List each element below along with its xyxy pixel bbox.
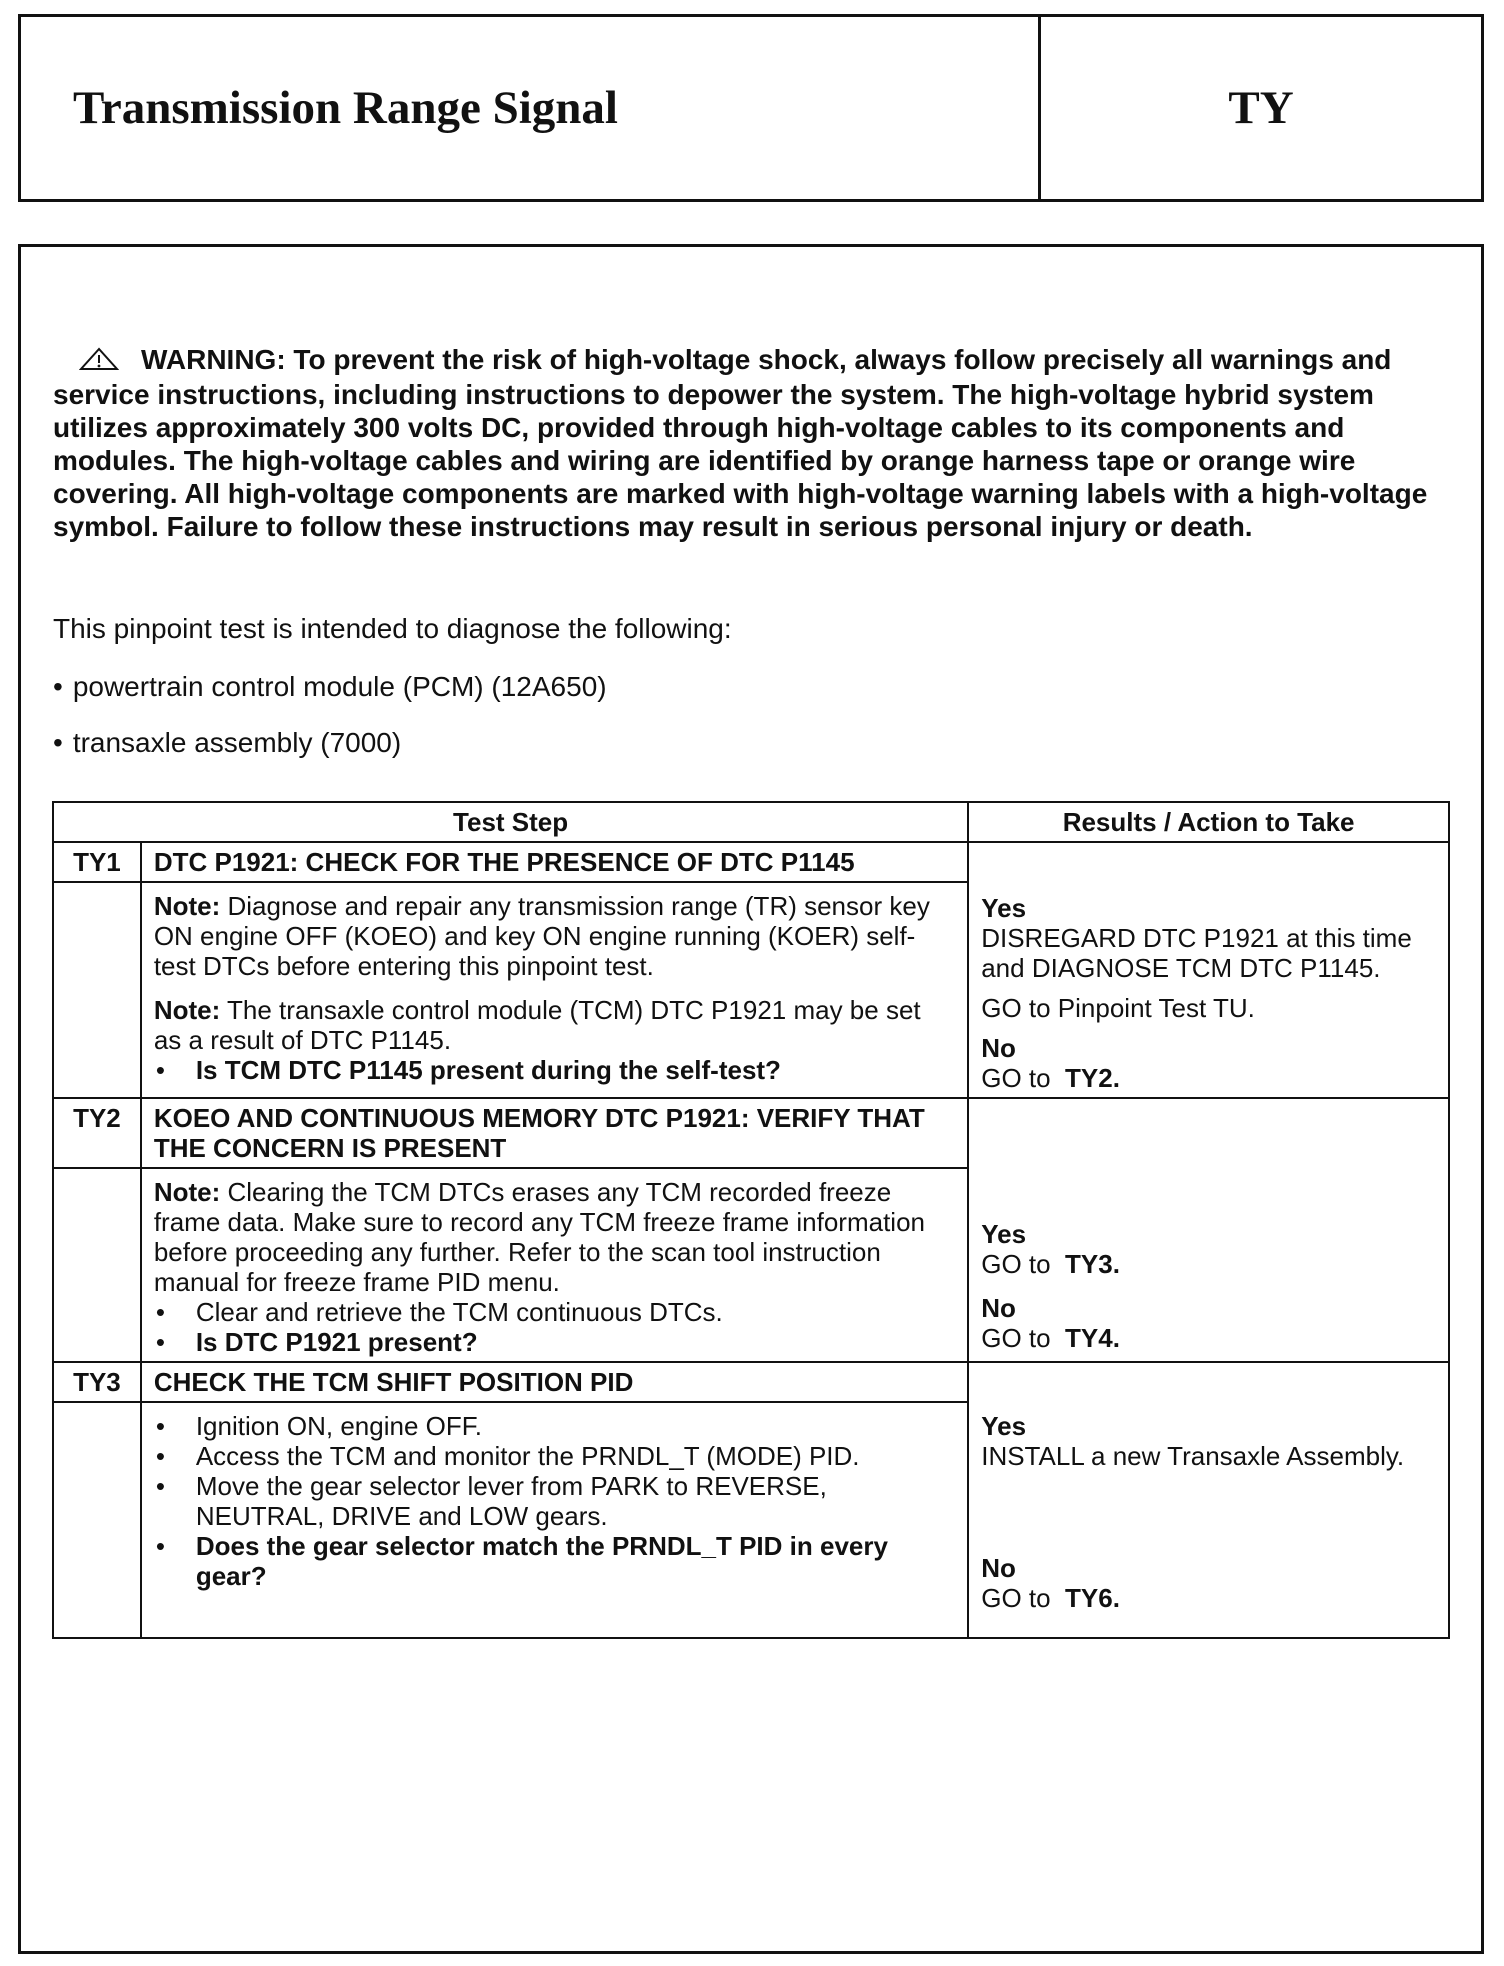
step-body: Note: Diagnose and repair any transmission range (TR) sensor key ON engine OFF (KOEO) and key ON engine running (KOER) self-test DTCs before entering this pinpoint test. Note: The transaxle control module (TCM) DTC P1921 may be set as a result of DTC P1145. • Is TCM DTC P1145 present during the self-test? xyxy=(141,882,968,1098)
step-body: • Ignition ON, engine OFF. • Access the TCM and monitor the PRNDL_T (MODE) PID. • Move the gear selector lever from PARK to REVERSE, NEUTRAL, DRIVE and LOW gears. • Does the gear selector match the PRNDL_T PID in every gear? xyxy=(141,1402,968,1638)
step-link[interactable]: TY4. xyxy=(1065,1323,1120,1353)
pinpoint-test-table xyxy=(52,801,1450,1639)
step-results: Yes GO to TY3. No GO to TY4. xyxy=(968,1098,1449,1362)
step-results: Yes INSTALL a new Transaxle Assembly. No GO to TY6. xyxy=(968,1362,1449,1638)
warning-text: WARNING: To prevent the risk of high-voltage shock, always follow precisely all warnings and service instructions, including instructions to depower the system. The high-voltage hybrid system utilizes approximately 300 volts DC, provided through high-voltage cables to its components and modules. The high-voltage cables and wiring are identified by orange harness tape or orange wire covering. All high-voltage components are marked with high-voltage warning labels with a high-voltage symbol. Failure to follow these instructions may result in serious personal injury or death. xyxy=(53,344,1428,542)
table-header-row xyxy=(53,802,1449,842)
list-item: • transaxle assembly (7000) xyxy=(53,727,402,758)
table-row xyxy=(53,1362,1449,1402)
step-title: DTC P1921: CHECK FOR THE PRESENCE OF DTC P1145 xyxy=(141,842,968,882)
step-id: TY1 xyxy=(53,842,141,882)
step-body: Note: Clearing the TCM DTCs erases any TCM recorded freeze frame data. Make sure to record any TCM freeze frame information before proceeding any further. Refer to the scan tool instruction manual for freeze frame PID menu. • Clear and retrieve the TCM continuous DTCs. • Is DTC P1921 present? xyxy=(141,1168,968,1362)
intro-text: This pinpoint test is intended to diagnose the following: xyxy=(53,613,732,644)
step-title: CHECK THE TCM SHIFT POSITION PID xyxy=(141,1362,968,1402)
step-id: TY3 xyxy=(53,1362,141,1402)
step-link[interactable]: TY3. xyxy=(1065,1249,1120,1279)
page-header xyxy=(18,14,1484,202)
table-row xyxy=(53,1098,1449,1168)
col-results: Results / Action to Take xyxy=(968,802,1449,842)
step-results: Yes DISREGARD DTC P1921 at this time and DIAGNOSE TCM DTC P1145. GO to Pinpoint Test TU. No GO to TY2. xyxy=(968,842,1449,1098)
step-title: KOEO AND CONTINUOUS MEMORY DTC P1921: VERIFY THAT THE CONCERN IS PRESENT xyxy=(141,1098,968,1168)
section-code: TY xyxy=(1228,82,1294,134)
page-title: Transmission Range Signal xyxy=(21,17,1041,199)
step-id: TY2 xyxy=(53,1098,141,1168)
list-item: • powertrain control module (PCM) (12A650) xyxy=(53,671,607,702)
content-frame xyxy=(18,244,1484,1954)
table-row xyxy=(53,842,1449,882)
col-test-step: Test Step xyxy=(53,802,968,842)
step-link[interactable]: TY6. xyxy=(1065,1583,1120,1613)
warning-block xyxy=(53,343,1453,543)
step-link[interactable]: TY2. xyxy=(1065,1063,1120,1093)
warning-triangle-icon xyxy=(79,345,119,378)
